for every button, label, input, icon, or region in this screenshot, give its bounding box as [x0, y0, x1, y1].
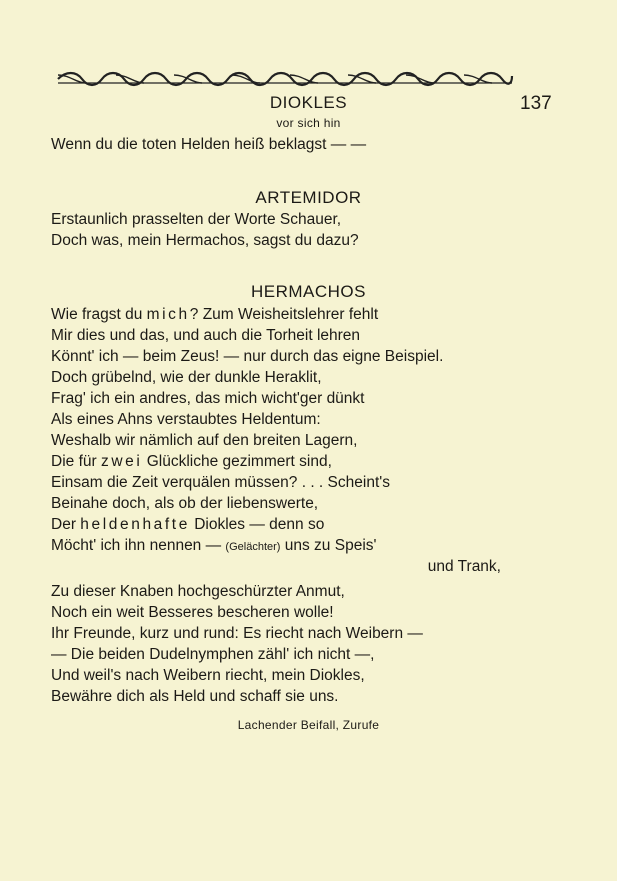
verse-line: Wenn du die toten Helden heiß beklagst — —	[51, 136, 367, 153]
verse-line	[51, 452, 332, 472]
verse-line: Einsam die Zeit verquälen müssen? . . . Scheint's	[51, 474, 390, 491]
verse-line: Noch ein weit Besseres bescheren wolle!	[51, 604, 334, 621]
verse-line: Bewähre dich als Held und schaff sie uns.	[51, 688, 339, 705]
verse-line: Ihr Freunde, kurz und rund: Es riecht nach Weibern —	[51, 625, 423, 642]
decorative-border-icon	[56, 70, 514, 88]
verse-line: Zu dieser Knaben hochgeschürzter Anmut,	[51, 583, 345, 600]
verse-line: Weshalb wir nämlich auf den breiten Lagern,	[51, 432, 358, 449]
verse-text: Möcht' ich ihn nennen —	[51, 537, 226, 554]
verse-line	[51, 536, 376, 557]
stage-aside: (Gelächter)	[225, 541, 281, 553]
verse-line: — Die beiden Dudelnymphen zähl' ich nicht —,	[51, 646, 375, 663]
verse-line	[51, 305, 378, 325]
verse-line: Doch was, mein Hermachos, sagst du dazu?	[51, 232, 359, 249]
page-number: 137	[520, 93, 552, 114]
verse-line: Frag' ich ein andres, das mich wicht'ger dünkt	[51, 390, 365, 407]
verse-line: Und weil's nach Weibern riecht, mein Diokles,	[51, 667, 365, 684]
speaker-diokles: DIOKLES	[269, 93, 348, 112]
speaker-artemidor: ARTEMIDOR	[255, 188, 362, 207]
verse-text: Die für	[51, 453, 101, 470]
verse-line: Erstaunlich prasselten der Worte Schauer,	[51, 211, 342, 228]
verse-text: Glückliche gezimmert sind,	[142, 453, 332, 470]
verse-text: ? Zum Weisheitslehrer fehlt	[189, 306, 379, 323]
verse-line	[51, 515, 324, 535]
emphasized-word: mich	[146, 306, 190, 323]
closing-stage-direction: Lachender Beifall, Zurufe	[237, 718, 380, 732]
emphasized-word: zwei	[100, 453, 143, 470]
verse-line: Doch grübelnd, wie der dunkle Heraklit,	[51, 369, 322, 386]
verse-text: Wie fragst du	[51, 306, 147, 323]
verse-line: Mir dies und das, und auch die Torheit lehren	[51, 327, 361, 344]
stage-direction: vor sich hin	[276, 116, 341, 130]
emphasized-word: heldenhafte	[80, 516, 190, 533]
verse-text: uns zu Speis'	[280, 537, 377, 554]
verse-line: Könnt' ich — beim Zeus! — nur durch das eigne Beispiel.	[51, 348, 444, 365]
verse-text: Diokles — denn so	[189, 516, 325, 533]
verse-line-continuation: und Trank,	[427, 558, 501, 575]
verse-line: Beinahe doch, als ob der liebenswerte,	[51, 495, 319, 512]
verse-text: Der	[51, 516, 81, 533]
speaker-hermachos: HERMACHOS	[250, 282, 366, 301]
verse-line: Als eines Ahns verstaubtes Heldentum:	[51, 411, 321, 428]
